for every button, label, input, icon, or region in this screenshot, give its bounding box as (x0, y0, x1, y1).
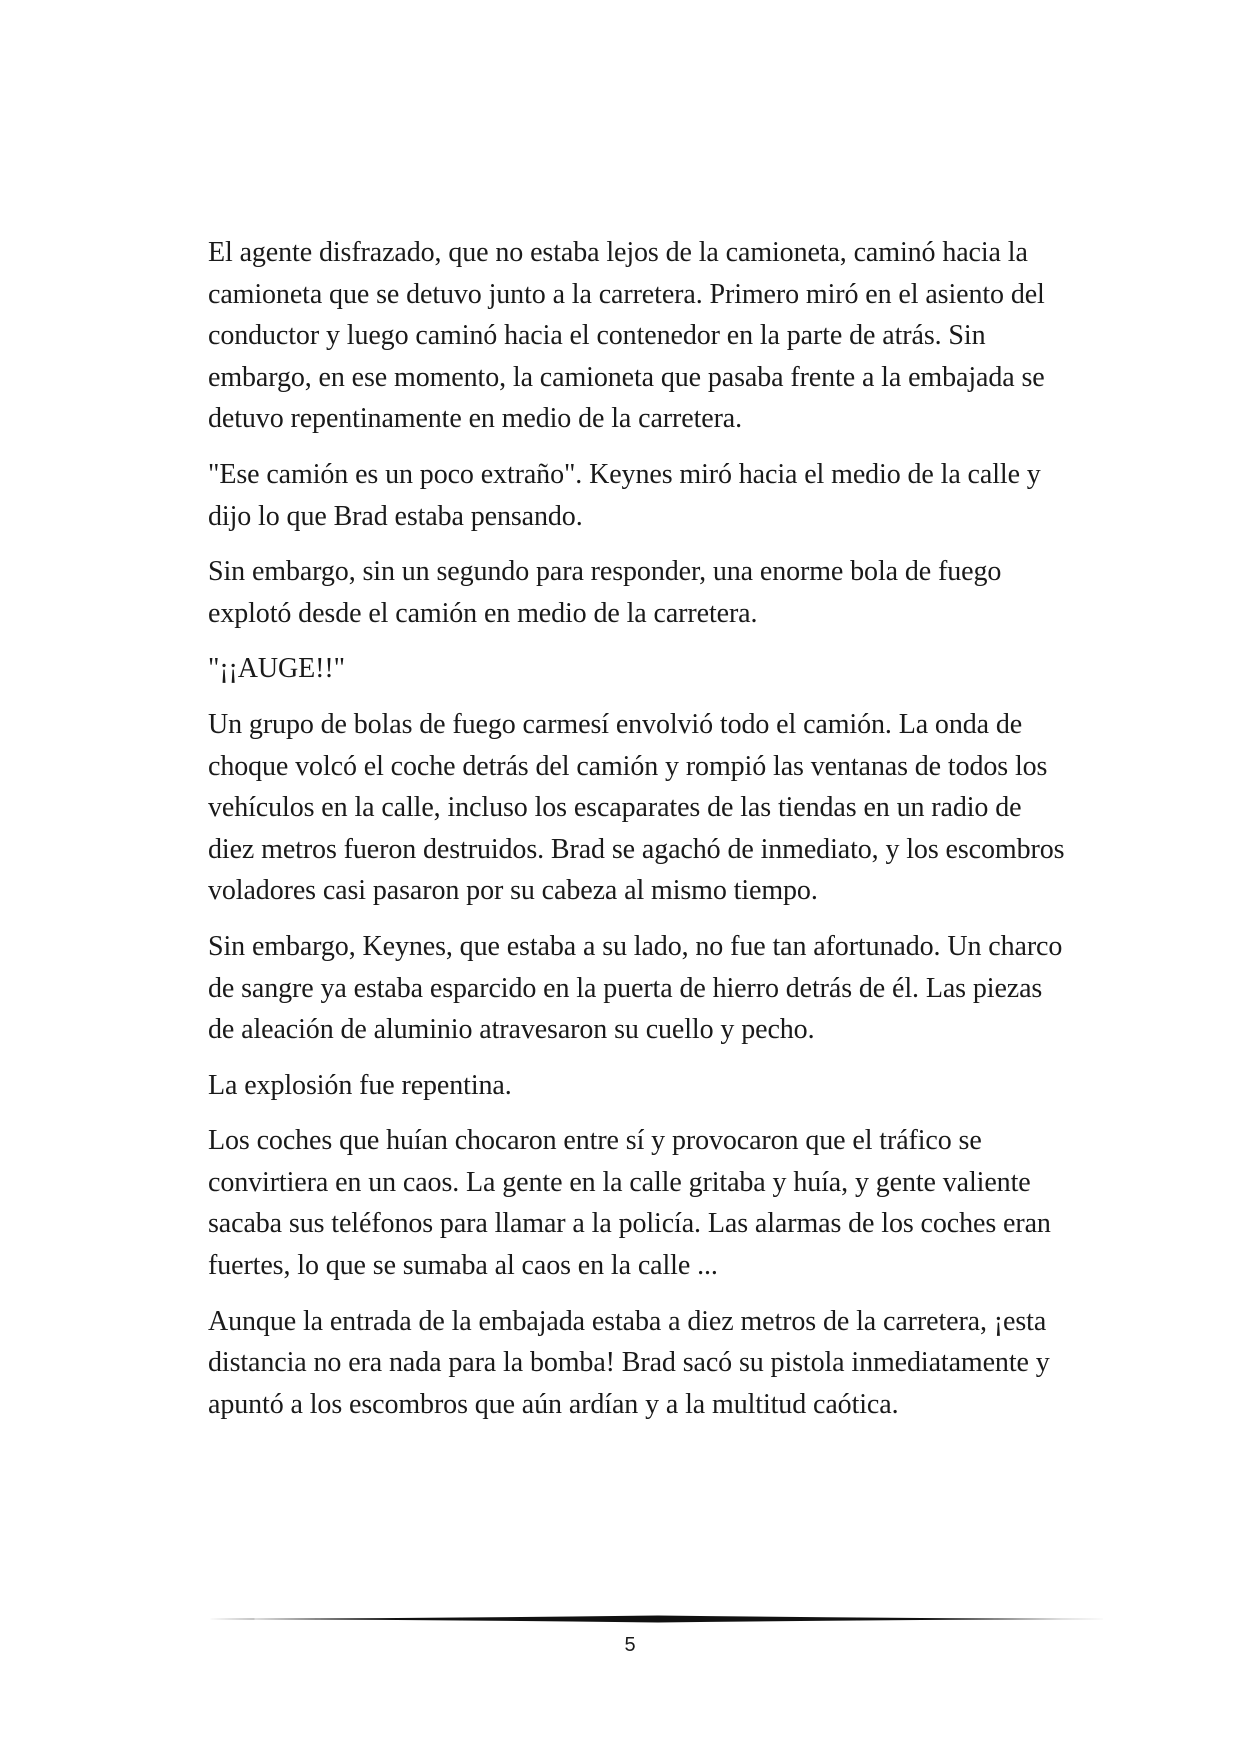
paragraph: Los coches que huían chocaron entre sí y provocaron que el tráfico se convirtiera en un caos. La gente en la calle gritaba y huía, y gente valiente sacaba sus teléfonos para llamar a la policía. Las alarmas de los coches eran fuertes, lo que se sumaba al caos en la calle ... (208, 1125, 1051, 1282)
paragraph: Sin embargo, sin un segundo para responder, una enorme bola de fuego explotó desde el camión en medio de la carretera. (208, 556, 1002, 629)
paragraph: Sin embargo, Keynes, que estaba a su lado, no fue tan afortunado. Un charco de sangre ya estaba esparcido en la puerta de hierro detrás de él. Las piezas de aleación de aluminio atravesaron su cuello y pecho. (208, 930, 1063, 1046)
page-number: 5 (624, 1634, 636, 1656)
footer-divider (208, 1612, 1108, 1626)
paragraph: Aunque la entrada de la embajada estaba a diez metros de la carretera, ¡esta distancia no era nada para la bomba! Brad sacó su pistola inmediatamente y apuntó a los escombros que aún ardían y a la multitud caótica. (208, 1305, 1050, 1420)
paragraph: Un grupo de bolas de fuego carmesí envolvió todo el camión. La onda de choque volcó el coche detrás del camión y rompió las ventanas de todos los vehículos en la calle, incluso los escaparates de las tiendas en un radio de diez metros fueron destruidos. Brad se agachó de inmediato, y los escombros voladores casi pasaron por su cabeza al mismo tiempo. (208, 708, 1065, 907)
body-text (208, 232, 1068, 1439)
paragraph: "¡¡AUGE!!" (208, 653, 345, 685)
paragraph: El agente disfrazado, que no estaba lejos de la camioneta, caminó hacia la camioneta que se detuvo junto a la carretera. Primero miró en el asiento del conductor y luego caminó hacia el contenedor en la parte de atrás. Sin embargo, en ese momento, la camioneta que pasaba frente a la embajada se detuvo repentinamente en medio de la carretera. (208, 237, 1045, 435)
paragraph: La explosión fue repentina. (208, 1069, 512, 1101)
paragraph: "Ese camión es un poco extraño". Keynes miró hacia el medio de la calle y dijo lo que Brad estaba pensando. (208, 458, 1041, 532)
